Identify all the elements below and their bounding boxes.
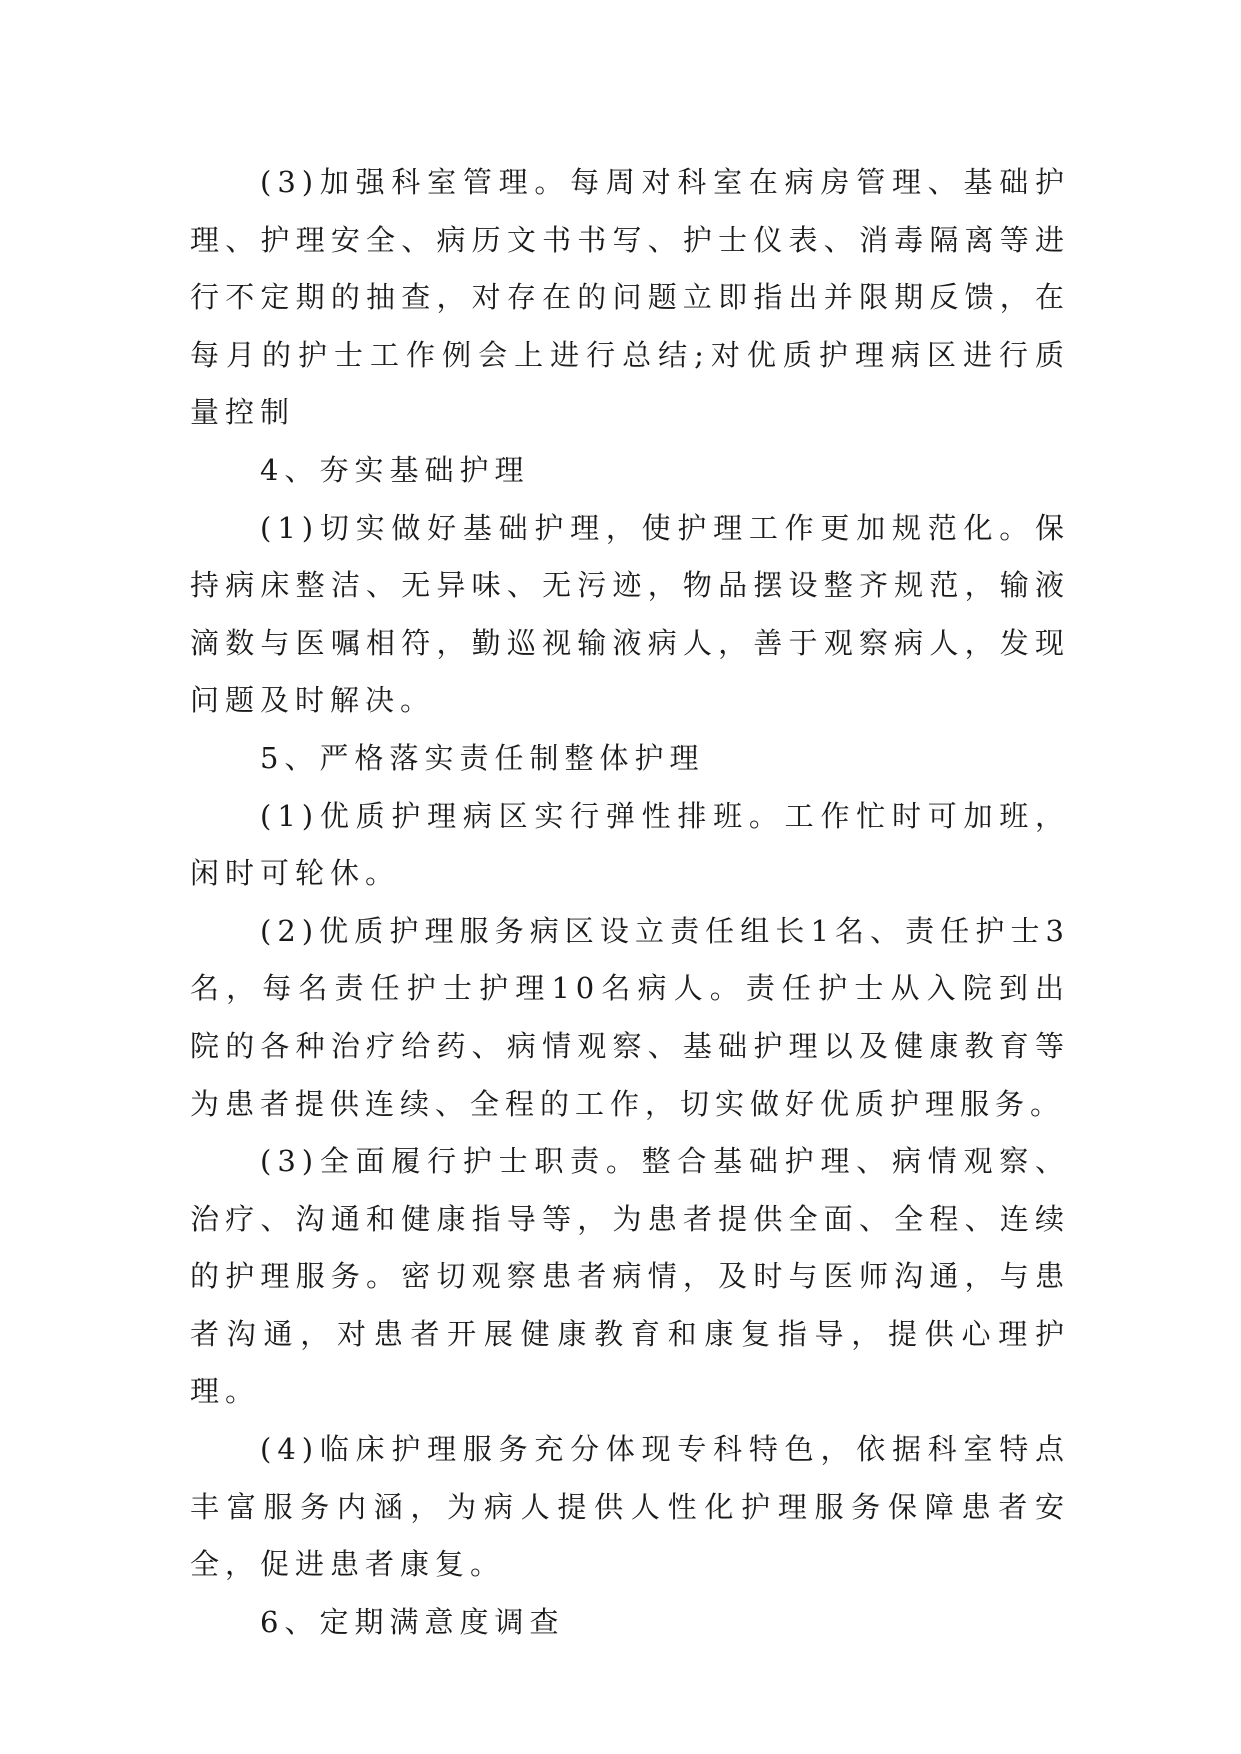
heading-satisfaction-survey: 6、定期满意度调查 bbox=[260, 1604, 565, 1639]
paragraph-flexible-scheduling: (1)优质护理病区实行弹性排班。工作忙时可加班，闲时可轮休。 bbox=[190, 798, 1070, 891]
heading-responsibility-nursing: 5、严格落实责任制整体护理 bbox=[260, 740, 705, 775]
heading-basic-nursing: 4、夯实基础护理 bbox=[260, 452, 530, 487]
paragraph-specialty-features: (4)临床护理服务充分体现专科特色，依据科室特点丰富服务内涵，为病人提供人性化护理服务保障患者安全，促进患者康复。 bbox=[190, 1432, 1070, 1582]
paragraph-nurse-duties: (3)全面履行护士职责。整合基础护理、病情观察、治疗、沟通和健康指导等，为患者提供全面、全程、连续的护理服务。密切观察患者病情，及时与医师沟通，与患者沟通，对患者开展健康教育和康复指导，提供心理护理。 bbox=[190, 1144, 1070, 1409]
paragraph-basic-nursing: (1)切实做好基础护理，使护理工作更加规范化。保持病床整洁、无异味、无污迹，物品摆设整齐规范，输液滴数与医嘱相符，勤巡视输液病人，善于观察病人，发现问题及时解决。 bbox=[190, 510, 1070, 718]
paragraph-team-leader: (2)优质护理服务病区设立责任组长1名、责任护士3名，每名责任护士护理10名病人。责任护士从入院到出院的各种治疗给药、病情观察、基础护理以及健康教育等为患者提供连续、全程的工作，切实做好优质护理服务。 bbox=[190, 913, 1070, 1121]
document-body bbox=[190, 154, 1070, 1651]
paragraph-dept-management: (3)加强科室管理。每周对科室在病房管理、基础护理、护理安全、病历文书书写、护士仪表、消毒隔离等进行不定期的抽查，对存在的问题立即指出并限期反馈，在每月的护士工作例会上进行总结;对优质护理病区进行质量控制 bbox=[190, 165, 1070, 430]
